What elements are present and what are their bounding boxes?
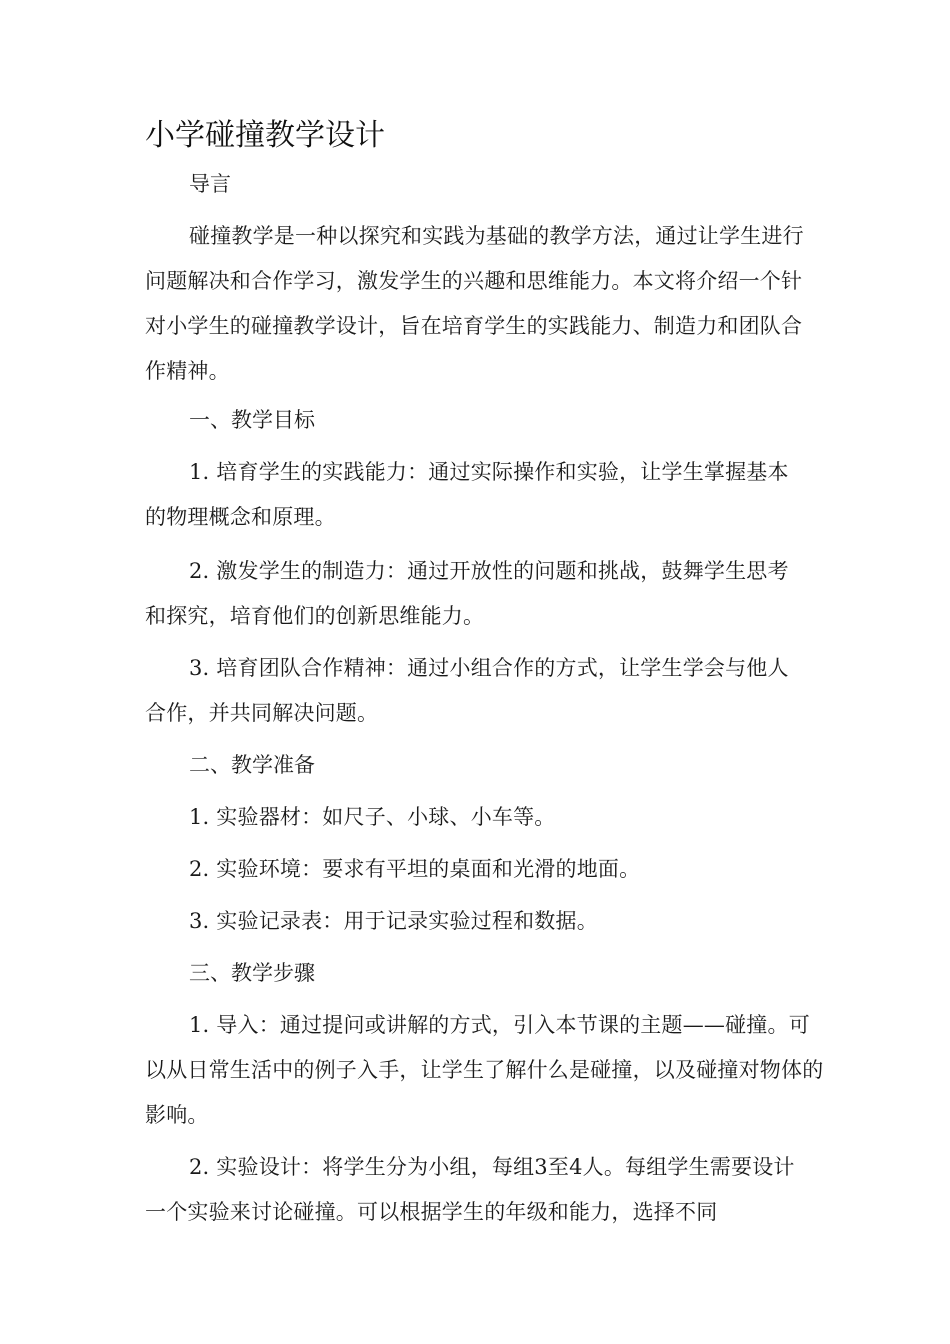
document-title: 小学碰撞教学设计 xyxy=(145,118,385,153)
intro-heading: 导言 xyxy=(189,172,231,196)
goal-item-2: 2. 激发学生的制造力：通过开放性的问题和挑战，鼓舞学生思考和探究，培育他们的创新思维能力。 xyxy=(145,559,789,628)
prep-item-2: 2. 实验环境：要求有平坦的桌面和光滑的地面。 xyxy=(189,857,641,881)
prep-item-3: 3. 实验记录表：用于记录实验过程和数据。 xyxy=(189,909,598,933)
goal-item-3: 3. 培育团队合作精神：通过小组合作的方式，让学生学会与他人合作，并共同解决问题。 xyxy=(145,656,789,725)
section-heading-steps: 三、教学步骤 xyxy=(189,961,315,985)
intro-paragraph: 碰撞教学是一种以探究和实践为基础的教学方法，通过让学生进行问题解决和合作学习，激发学生的兴趣和思维能力。本文将介绍一个针对小学生的碰撞教学设计，旨在培育学生的实践能力、制造力和团队合作精神。 xyxy=(145,224,804,383)
section-heading-goals: 一、教学目标 xyxy=(189,408,315,432)
step-item-1: 1. 导入：通过提问或讲解的方式，引入本节课的主题——碰撞。可以从日常生活中的例子入手，让学生了解什么是碰撞，以及碰撞对物体的影响。 xyxy=(145,1013,824,1127)
section-heading-preparation: 二、教学准备 xyxy=(189,753,315,777)
goal-item-1: 1. 培育学生的实践能力：通过实际操作和实验，让学生掌握基本的物理概念和原理。 xyxy=(145,460,789,529)
step-item-2: 2. 实验设计：将学生分为小组，每组3至4人。每组学生需要设计一个实验来讨论碰撞。可以根据学生的年级和能力，选择不同 xyxy=(145,1155,795,1224)
prep-item-1: 1. 实验器材：如尺子、小球、小车等。 xyxy=(189,805,556,829)
